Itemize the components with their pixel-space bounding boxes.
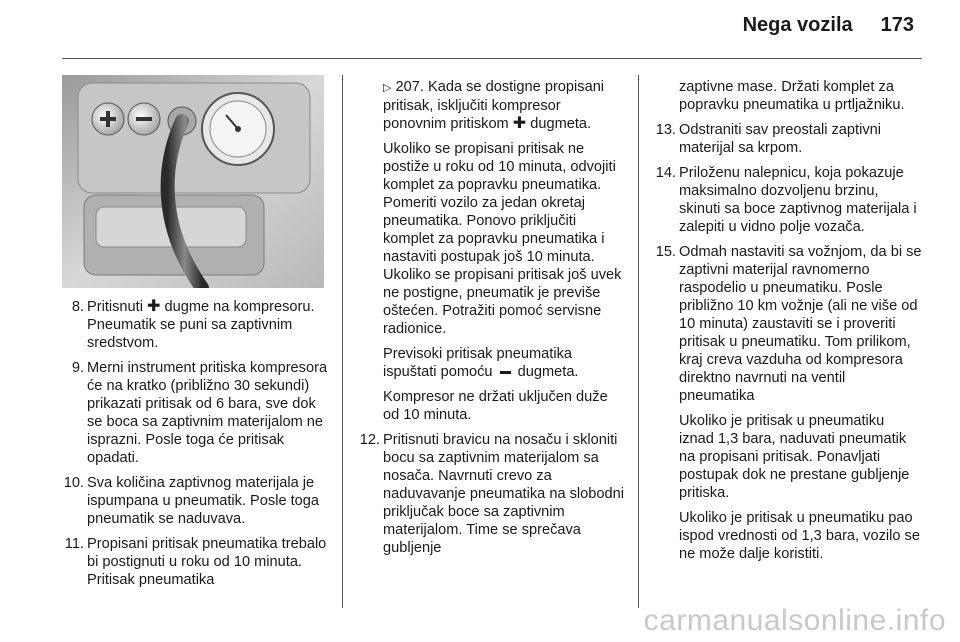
- list-item: [62, 535, 328, 589]
- plus-button-icon: [92, 103, 124, 135]
- header-rule: [62, 58, 922, 59]
- plus-icon: ✚: [147, 298, 161, 315]
- item-text: Ukoliko je pritisak u pneumatiku iznad 1,3 bara, naduvati pneumatik na propisani pritisak. Ponavljati postupak dok ne prestane gubljenje pritiska.: [679, 413, 910, 501]
- paragraph: Kompresor ne držati uključen duže od 10 minuta.: [383, 389, 608, 423]
- list-item: [62, 474, 328, 528]
- column-divider-1: [342, 75, 343, 608]
- item-number: 9.: [71, 360, 84, 376]
- item-number: 10.: [63, 475, 84, 491]
- paragraph: Previsoki pritisak pneumatika ispuštati pomoću dugmeta.: [383, 346, 579, 380]
- item-number: 13.: [655, 122, 676, 138]
- item-number: 8.: [71, 299, 84, 315]
- item-number: 14.: [655, 165, 676, 181]
- item-text: Pritisnuti bravicu na nosaču i skloniti bocu sa zaptivnim materijalom sa nosača. Navrnuti crevo za naduvavanje pneumatika na slobodni priključak boce sa zaptivnim materijalom. Time se sprečava gubljenje: [383, 432, 624, 556]
- item-text: Priloženu nalepnicu, koja pokazuje maksimalno dozvoljenu brzinu, skinuti sa boce zaptivnog materijala i zalepiti u vidno polje vozača.: [679, 165, 917, 235]
- pressure-gauge-icon: [202, 93, 274, 165]
- item-number: 11.: [64, 536, 84, 552]
- item-text: Odstraniti sav preostali zaptivni materijal sa krpom.: [679, 122, 881, 156]
- compressor-illustration: [62, 75, 324, 288]
- item-number: 15.: [655, 244, 676, 260]
- triangle-reference-icon: ▷: [383, 82, 392, 94]
- list-item: [654, 121, 922, 157]
- column-divider-2: [638, 75, 639, 608]
- watermark: carmanualsonline.info: [643, 604, 946, 637]
- item-text: Merni instrument pritiska kompresora će na kratko (približno 30 sekundi) prikazati pritisak od 6 bara, sve dok se boca sa zaptivnim materijalom ne isprazni. Posle toga će pritisak opadati.: [87, 360, 328, 466]
- list-item: [654, 243, 922, 563]
- item-text: Odmah nastaviti sa vožnjom, da bi se zaptivni materijal ravnomerno raspodelio u pneumatiku. Posle približno 10 km vožnje (ali ne više od 10 minuta) zaustaviti se i proveriti pritisak u pneumatiku. Tom prilikom, kraj creva vazduha od kompresora direktno navrnuti na ventil pneumatika: [679, 244, 922, 404]
- plus-icon: ✚: [512, 115, 527, 132]
- item-text: Sva količina zaptivnog materijala je ispumpana u pneumatik. Posle toga pneumatik se naduvava.: [87, 475, 320, 527]
- item-number: 12.: [359, 432, 380, 448]
- page-header: [743, 14, 914, 37]
- minus-button-icon: [128, 103, 160, 135]
- continuation-paragraph: zaptivne mase. Držati komplet za popravku pneumatika u prtljažniku.: [679, 79, 905, 113]
- header-title: Nega vozila: [742, 14, 853, 36]
- minus-icon: [500, 371, 511, 374]
- list-item: [62, 298, 328, 352]
- item-text: Ukoliko je pritisak u pneumatiku pao ispod vrednosti od 1,3 bara, vozilo se ne može dalje koristiti.: [679, 510, 920, 562]
- column-2: [358, 78, 626, 564]
- page-number: 173: [880, 14, 914, 36]
- list-item: [62, 359, 328, 467]
- column-1: [62, 298, 328, 596]
- column-3: [654, 78, 922, 570]
- list-item: [358, 431, 626, 557]
- item-text: dugme na kompresoru. Pneumatik se puni sa zaptivnim sredstvom.: [87, 299, 315, 351]
- item-text: Pritisnuti: [87, 299, 143, 315]
- paragraph: Ukoliko se propisani pritisak ne postiže u roku od 10 minuta, odvojiti komplet za popravku pneumatika. Pomeriti vozilo za jedan okretaj pneumatika. Ponovo priključiti komplet za popravku pneumatika i nastaviti postupak još 10 minuta. Ukoliko se propisani pritisak još uvek ne postigne, pneumatik je previše oštećen. Potražiti pomoć servisne radionice.: [383, 141, 622, 337]
- item-text: Propisani pritisak pneumatika trebalo bi postignuti u roku od 10 minuta. Pritisak pneumatika: [87, 536, 327, 588]
- list-item: [654, 164, 922, 236]
- continuation-paragraph: ▷ 207. Kada se dostigne propisani pritisak, isključiti kompresor ponovnim pritiskom ✚ dugmeta.: [383, 79, 605, 132]
